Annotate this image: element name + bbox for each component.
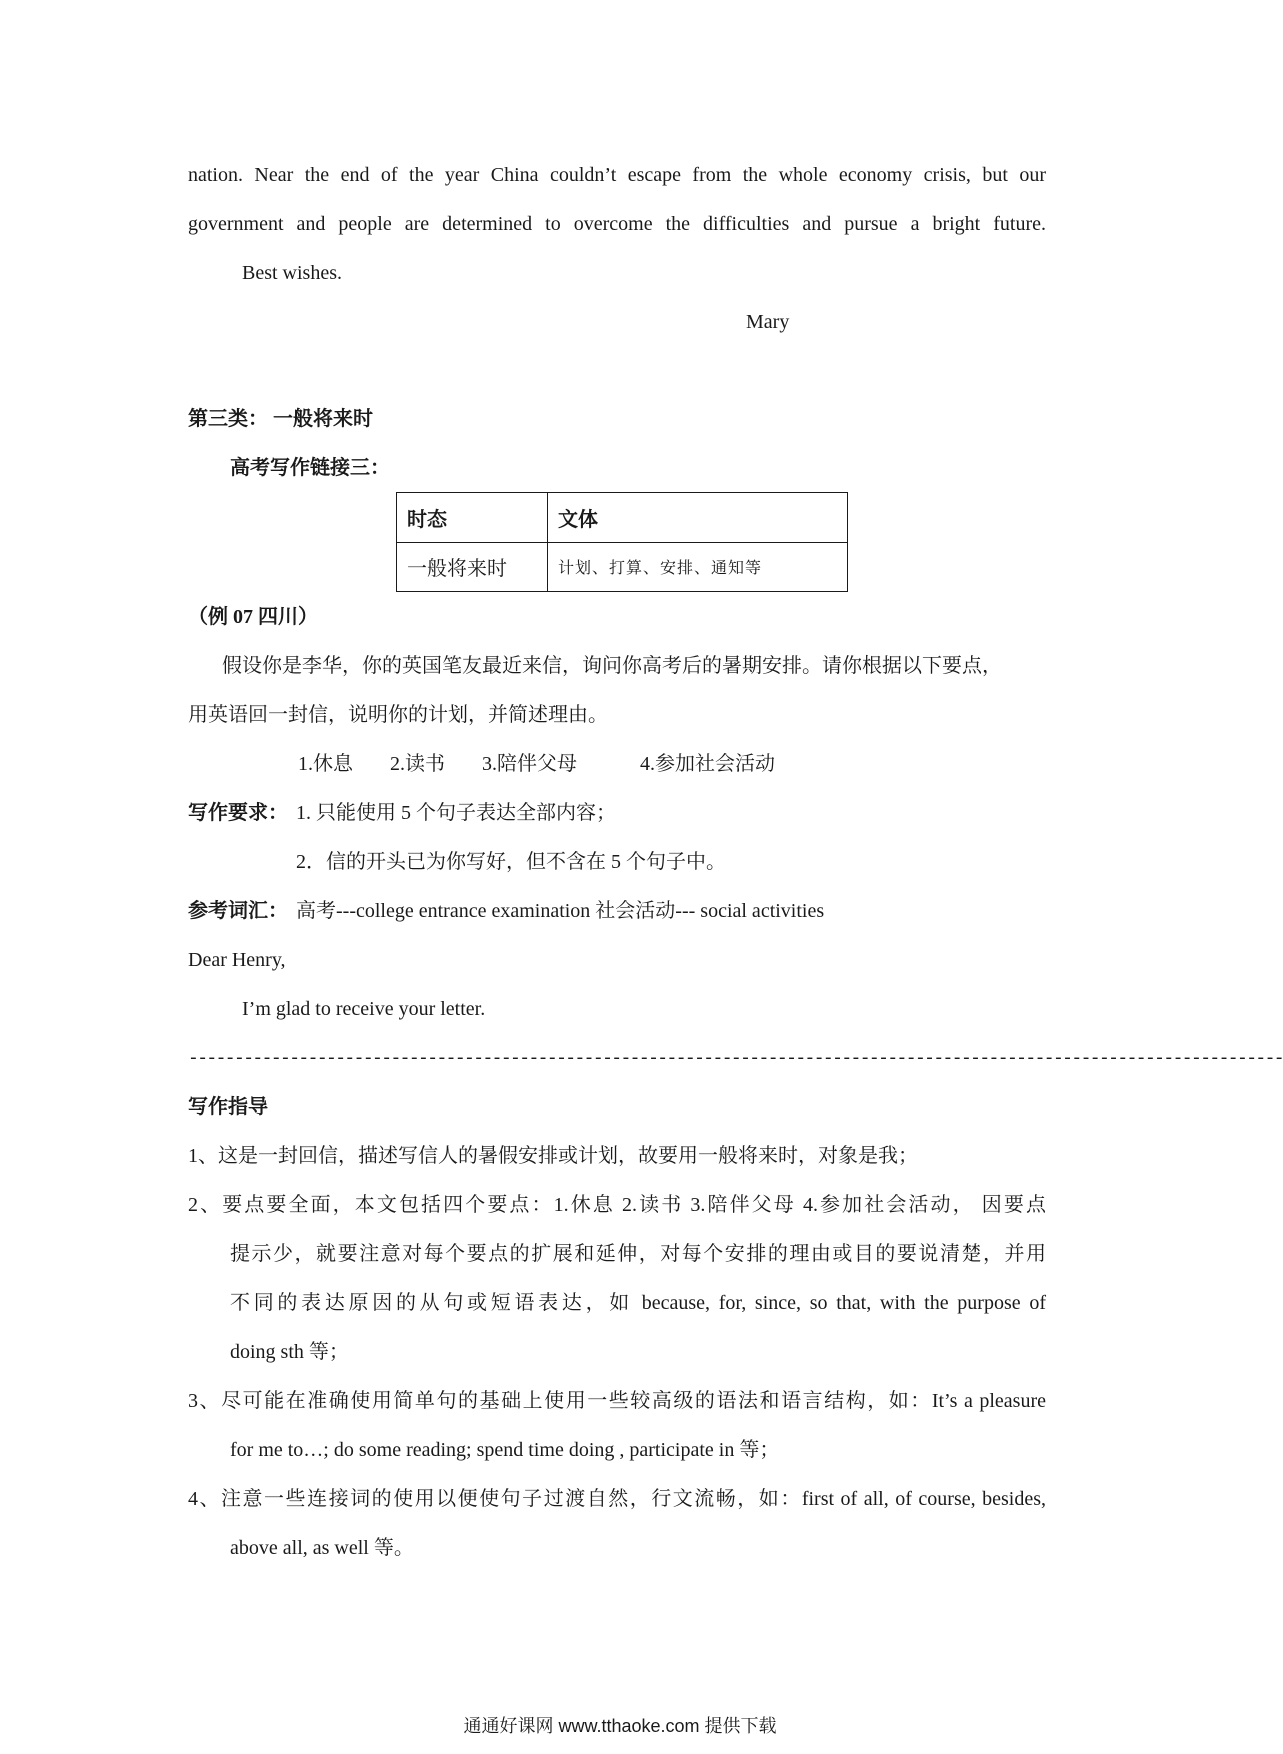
point-1: 1.休息 xyxy=(298,753,353,775)
table-header-style: 文体 xyxy=(548,493,848,543)
letter-signature: Mary xyxy=(746,311,790,333)
requirement-1: 1. 只能使用 5 个句子表达全部内容； xyxy=(296,802,616,824)
guide-item-2-line-1: 2、要点要全面，本文包括四个要点：1.休息 2.读书 3.陪伴父母 4.参加社会活动， 因要点 xyxy=(188,1194,1046,1216)
table-cell-style: 计划、打算、安排、通知等 xyxy=(548,542,848,592)
guide-item-3-line-1: 3、尽可能在准确使用简单句的基础上使用一些较高级的语法和语言结构，如：It’s a pleasure xyxy=(188,1390,1046,1412)
example-label: （例 07 四川） xyxy=(188,606,318,628)
guide-item-1: 1、这是一封回信，描述写信人的暑假安排或计划，故要用一般将来时，对象是我； xyxy=(188,1145,918,1167)
table-row xyxy=(397,542,848,592)
point-4: 4.参加社会活动 xyxy=(640,753,775,775)
table-header-tense: 时态 xyxy=(397,493,548,543)
guide-item-2-line-2: 提示少，就要注意对每个要点的扩展和延伸，对每个安排的理由或目的要说清楚，并用 xyxy=(230,1243,1046,1265)
table-row xyxy=(397,493,848,543)
requirement-2: 2．信的开头已为你写好，但不含在 5 个句子中。 xyxy=(296,851,726,873)
point-3: 3.陪伴父母 xyxy=(482,753,577,775)
guide-item-4-line-1: 4、注意一些连接词的使用以便使句子过渡自然，行文流畅，如：first of all, of course, besides, xyxy=(188,1488,1046,1510)
vocab-text: 高考---college entrance examination 社会活动--- social activities xyxy=(296,900,825,922)
prompt-line-2: 用英语回一封信，说明你的计划，并简述理由。 xyxy=(188,704,608,726)
requirements-label: 写作要求： xyxy=(188,802,288,824)
letter-line-2: government and people are determined to overcome the difficulties and pursue a bright future. xyxy=(188,213,1046,235)
letter-line-1: nation. Near the end of the year China couldn’t escape from the whole economy crisis, but our xyxy=(188,164,1046,186)
guide-item-4-line-2: above all, as well 等。 xyxy=(230,1537,414,1559)
tense-table xyxy=(396,492,848,592)
guide-item-2-line-3: 不同的表达原因的从句或短语表达，如 because, for, since, so that, with the purpose of xyxy=(230,1292,1046,1314)
letter-closing: Best wishes. xyxy=(242,262,342,284)
prompt-line-1: 假设你是李华，你的英国笔友最近来信，询问你高考后的暑期安排。请你根据以下要点， xyxy=(222,655,1002,677)
link-title: 高考写作链接三： xyxy=(230,457,390,479)
section-heading: 第三类： 一般将来时 xyxy=(188,408,373,430)
letter-opening: I’m glad to receive your letter. xyxy=(242,998,486,1020)
salutation: Dear Henry, xyxy=(188,949,286,971)
guide-item-2-line-4: doing sth 等； xyxy=(230,1341,349,1363)
point-2: 2.读书 xyxy=(390,753,445,775)
vocab-label: 参考词汇： xyxy=(188,900,288,922)
guide-item-3-line-2: for me to…; do some reading; spend time doing , participate in 等； xyxy=(230,1439,780,1461)
table-cell-tense: 一般将来时 xyxy=(397,542,548,592)
guide-title: 写作指导 xyxy=(188,1096,268,1118)
page-footer: 通通好课网 www.tthaoke.com 提供下载 xyxy=(463,1716,777,1736)
divider-line: ----------------------------------------------------------------------------------------------------------------------- xyxy=(188,1049,1283,1069)
